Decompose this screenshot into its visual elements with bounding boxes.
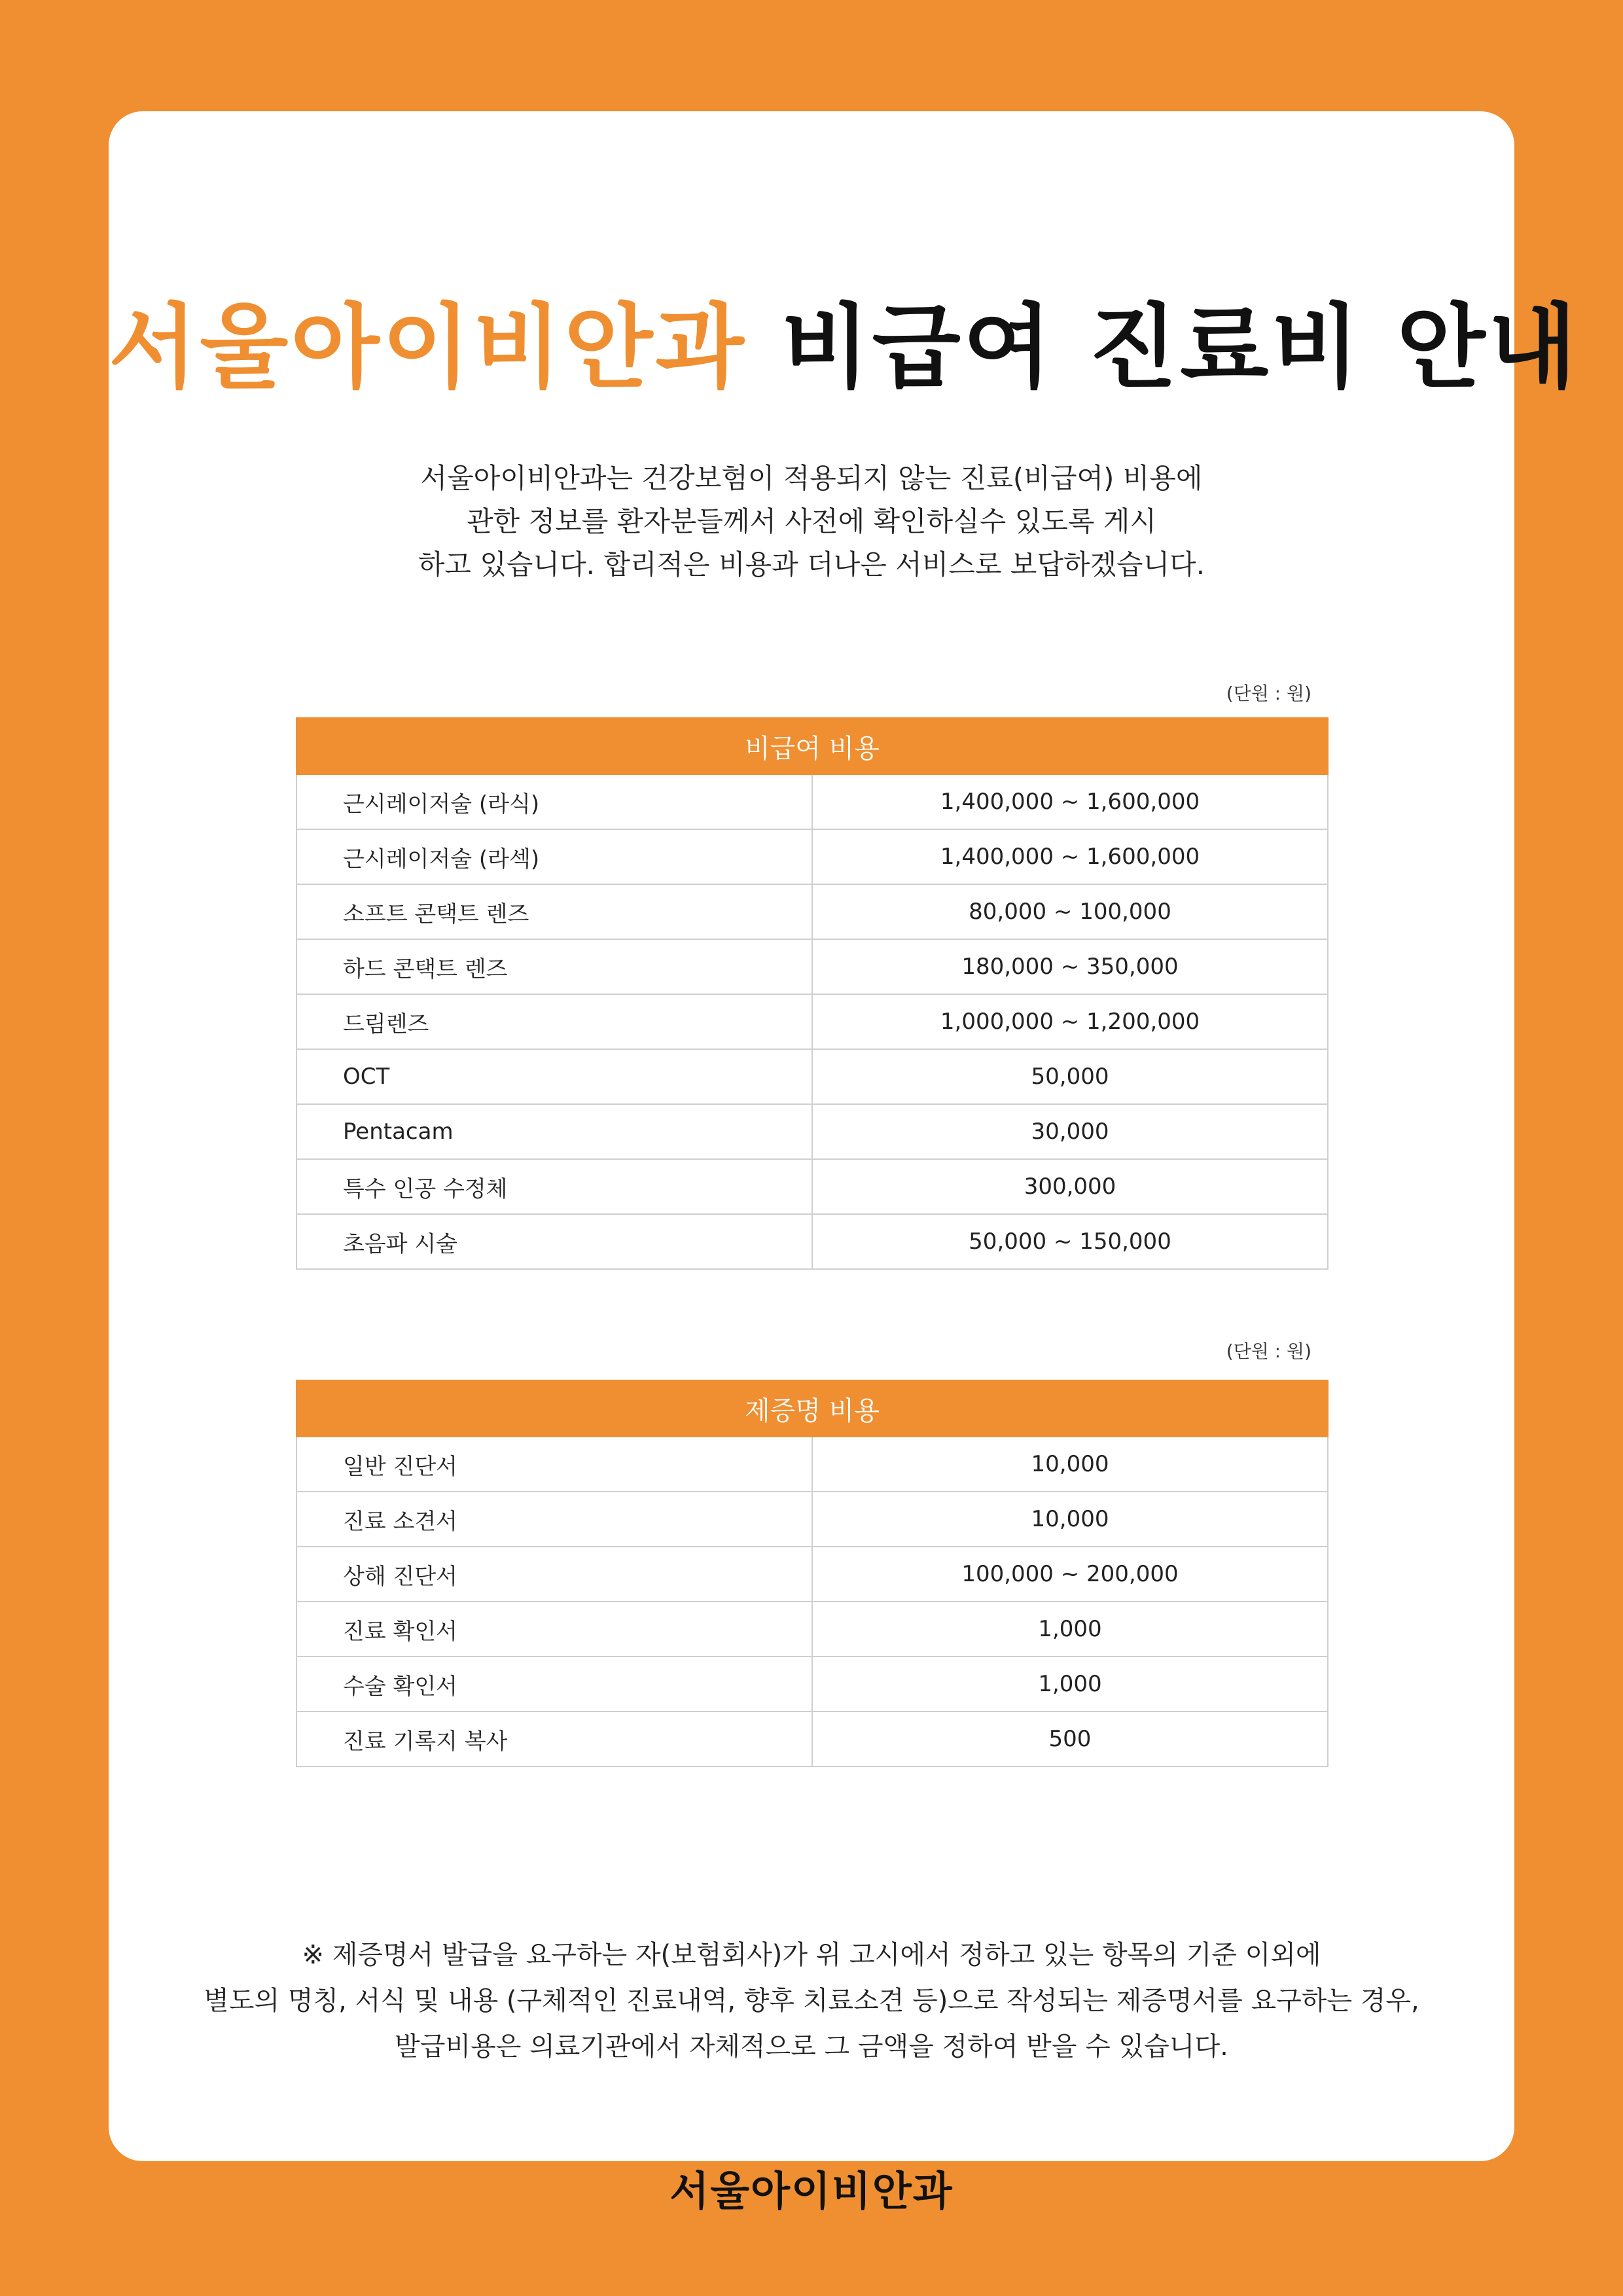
table-row: [296, 1547, 1328, 1602]
table-row: [296, 1712, 1328, 1767]
table-row: [296, 829, 1328, 884]
item-name: 근시레이저술 (라식): [296, 774, 812, 829]
intro-paragraph: [109, 457, 1514, 586]
item-price: 1,400,000 ~ 1,600,000: [812, 774, 1328, 829]
item-name: 초음파 시술: [296, 1214, 812, 1269]
item-name: 진료 확인서: [296, 1602, 812, 1657]
table-row: [296, 1214, 1328, 1269]
table-row: [296, 994, 1328, 1049]
table-header: 비급여 비용: [296, 718, 1328, 774]
item-price: 30,000: [812, 1104, 1328, 1159]
table-row: [296, 1602, 1328, 1657]
table-header: 제증명 비용: [296, 1380, 1328, 1437]
intro-line: 하고 있습니다. 합리적은 비용과 더나은 서비스로 보답하겠습니다.: [418, 548, 1205, 581]
item-price: 1,000,000 ~ 1,200,000: [812, 994, 1328, 1049]
non-covered-fee-table: [296, 717, 1329, 1270]
item-name: 근시레이저술 (라섹): [296, 829, 812, 884]
table-row: [296, 1492, 1328, 1547]
table-row: [296, 1104, 1328, 1159]
item-price: 100,000 ~ 200,000: [812, 1547, 1328, 1602]
item-price: 80,000 ~ 100,000: [812, 884, 1328, 939]
item-name: OCT: [296, 1049, 812, 1104]
item-name: 특수 인공 수정체: [296, 1159, 812, 1214]
item-price: 1,000: [812, 1602, 1328, 1657]
item-name: Pentacam: [296, 1104, 812, 1159]
intro-line: 서울아이비안과는 건강보험이 적용되지 않는 진료(비급여) 비용에: [420, 462, 1203, 494]
table-row: [296, 1159, 1328, 1214]
item-price: 50,000 ~ 150,000: [812, 1214, 1328, 1269]
table-row: [296, 1657, 1328, 1712]
item-price: 10,000: [812, 1437, 1328, 1492]
note-line: 발급비용은 의료기관에서 자체적으로 그 금액을 정하여 받을 수 있습니다.: [395, 2032, 1228, 2062]
item-price: 10,000: [812, 1492, 1328, 1547]
item-price: 50,000: [812, 1049, 1328, 1104]
item-price: 300,000: [812, 1159, 1328, 1214]
note-line: 별도의 명칭, 서식 및 내용 (구체적인 진료내역, 향후 치료소견 등)으로 작성되는 제증명서를 요구하는 경우,: [204, 1986, 1419, 2016]
table-row: [296, 1437, 1328, 1492]
table-row: [296, 939, 1328, 994]
intro-line: 관한 정보를 환자분들께서 사전에 확인하실수 있도록 게시: [467, 505, 1156, 537]
item-name: 소프트 콘택트 렌즈: [296, 884, 812, 939]
item-name: 상해 진단서: [296, 1547, 812, 1602]
unit-label: (단원 : 원): [1226, 683, 1311, 704]
item-price: 1,000: [812, 1657, 1328, 1712]
table-row: [296, 774, 1328, 829]
unit-label: (단원 : 원): [1226, 1340, 1311, 1362]
item-name: 드림렌즈: [296, 994, 812, 1049]
table-row: [296, 884, 1328, 939]
item-price: 180,000 ~ 350,000: [812, 939, 1328, 994]
table-row: [296, 1049, 1328, 1104]
item-name: 진료 소견서: [296, 1492, 812, 1547]
clinic-name-footer: 서울아이비안과: [669, 2167, 954, 2215]
item-name: 하드 콘택트 렌즈: [296, 939, 812, 994]
item-name: 진료 기록지 복사: [296, 1712, 812, 1767]
notice-card: [109, 111, 1579, 2215]
item-price: 500: [812, 1712, 1328, 1767]
note-line: ※ 제증명서 발급을 요구하는 자(보험회사)가 위 고시에서 정하고 있는 항목의 기준 이외에: [302, 1940, 1321, 1970]
item-name: 수술 확인서: [296, 1657, 812, 1712]
title-text: 비급여 진료비 안내: [781, 295, 1579, 401]
title-brand: 서울아이비안과: [109, 295, 747, 401]
certificate-fee-table: [296, 1380, 1329, 1767]
item-name: 일반 진단서: [296, 1437, 812, 1492]
page-title: [109, 293, 1579, 403]
notice-footnote: [109, 1932, 1514, 2070]
item-price: 1,400,000 ~ 1,600,000: [812, 829, 1328, 884]
